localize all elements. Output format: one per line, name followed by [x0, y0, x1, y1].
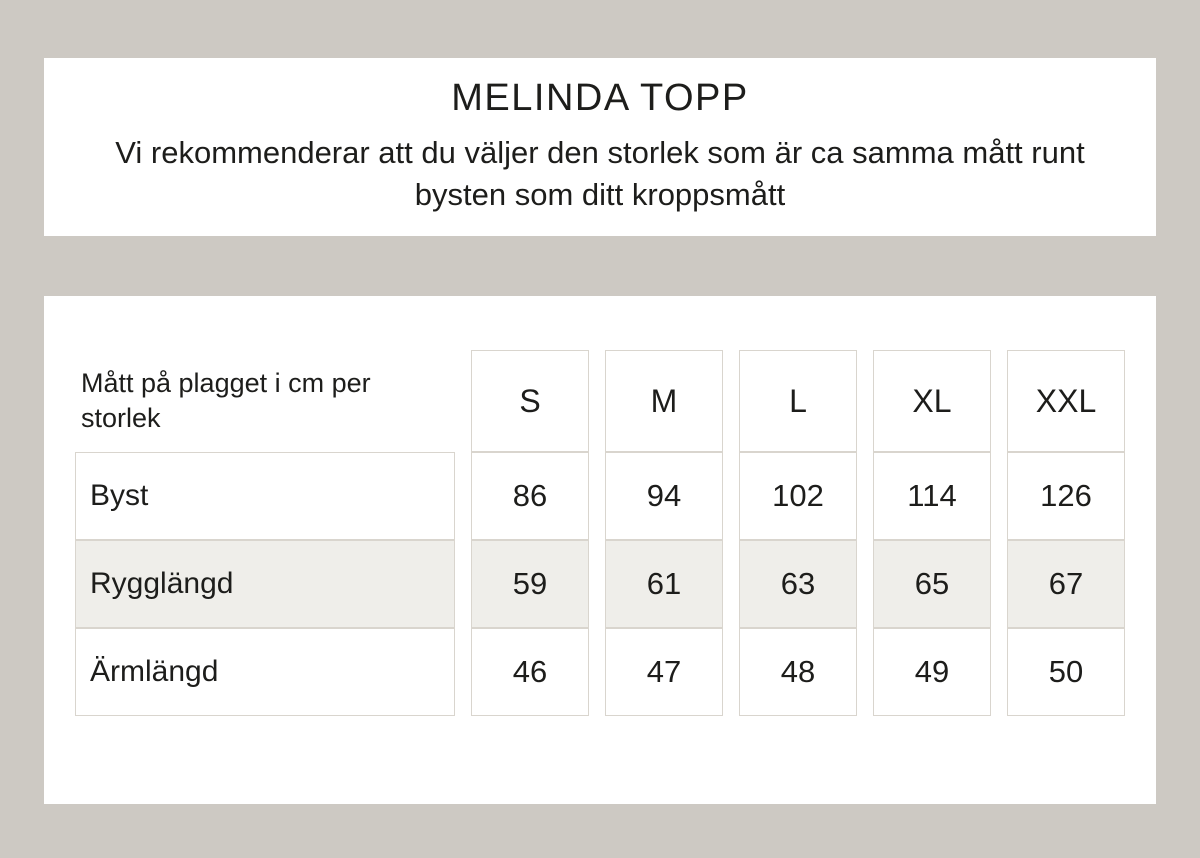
size-header-m: M	[605, 350, 723, 452]
row-label-armlangd: Ärmlängd	[75, 628, 455, 716]
cell-byst-l: 102	[739, 452, 857, 540]
spacer	[857, 452, 873, 540]
cell-rygglangd-xxl: 67	[1007, 540, 1125, 628]
cell-byst-xl: 114	[873, 452, 991, 540]
table-row	[75, 540, 1125, 628]
size-header-xxl: XXL	[1007, 350, 1125, 452]
row-label-byst: Byst	[75, 452, 455, 540]
spacer	[991, 540, 1007, 628]
spacer	[723, 540, 739, 628]
spacer	[455, 628, 471, 716]
size-header-s: S	[471, 350, 589, 452]
size-header-l: L	[739, 350, 857, 452]
recommendation-text: Vi rekommenderar att du väljer den storlek som är ca samma mått runt bysten som ditt kroppsmått	[115, 135, 1085, 212]
table-body	[75, 452, 1125, 716]
spacer	[589, 540, 605, 628]
table-head	[75, 350, 1125, 452]
cell-armlangd-xl: 49	[873, 628, 991, 716]
spacer	[723, 628, 739, 716]
header-card	[44, 58, 1156, 236]
spacer	[991, 350, 1007, 452]
spacer	[991, 628, 1007, 716]
spacer	[723, 350, 739, 452]
spacer	[589, 350, 605, 452]
cell-byst-m: 94	[605, 452, 723, 540]
table-row	[75, 628, 1125, 716]
size-header-xl: XL	[873, 350, 991, 452]
size-table-card	[44, 296, 1156, 804]
row-label-rygglangd: Rygglängd	[75, 540, 455, 628]
cell-rygglangd-l: 63	[739, 540, 857, 628]
cell-rygglangd-m: 61	[605, 540, 723, 628]
spacer	[857, 350, 873, 452]
cell-armlangd-xxl: 50	[1007, 628, 1125, 716]
spacer	[589, 452, 605, 540]
cell-armlangd-s: 46	[471, 628, 589, 716]
spacer	[723, 452, 739, 540]
spacer	[455, 540, 471, 628]
table-row	[75, 452, 1125, 540]
cell-rygglangd-xl: 65	[873, 540, 991, 628]
spacer	[991, 452, 1007, 540]
measurement-unit-header: Mått på plagget i cm per storlek	[81, 368, 371, 433]
cell-armlangd-l: 48	[739, 628, 857, 716]
cell-rygglangd-s: 59	[471, 540, 589, 628]
table-header-row	[75, 350, 1125, 452]
size-table	[75, 350, 1125, 716]
cell-byst-xxl: 126	[1007, 452, 1125, 540]
page-title: MELINDA TOPP	[451, 77, 749, 120]
cell-armlangd-m: 47	[605, 628, 723, 716]
spacer	[857, 540, 873, 628]
spacer	[857, 628, 873, 716]
spacer	[455, 452, 471, 540]
spacer	[455, 350, 471, 452]
cell-byst-s: 86	[471, 452, 589, 540]
spacer	[589, 628, 605, 716]
